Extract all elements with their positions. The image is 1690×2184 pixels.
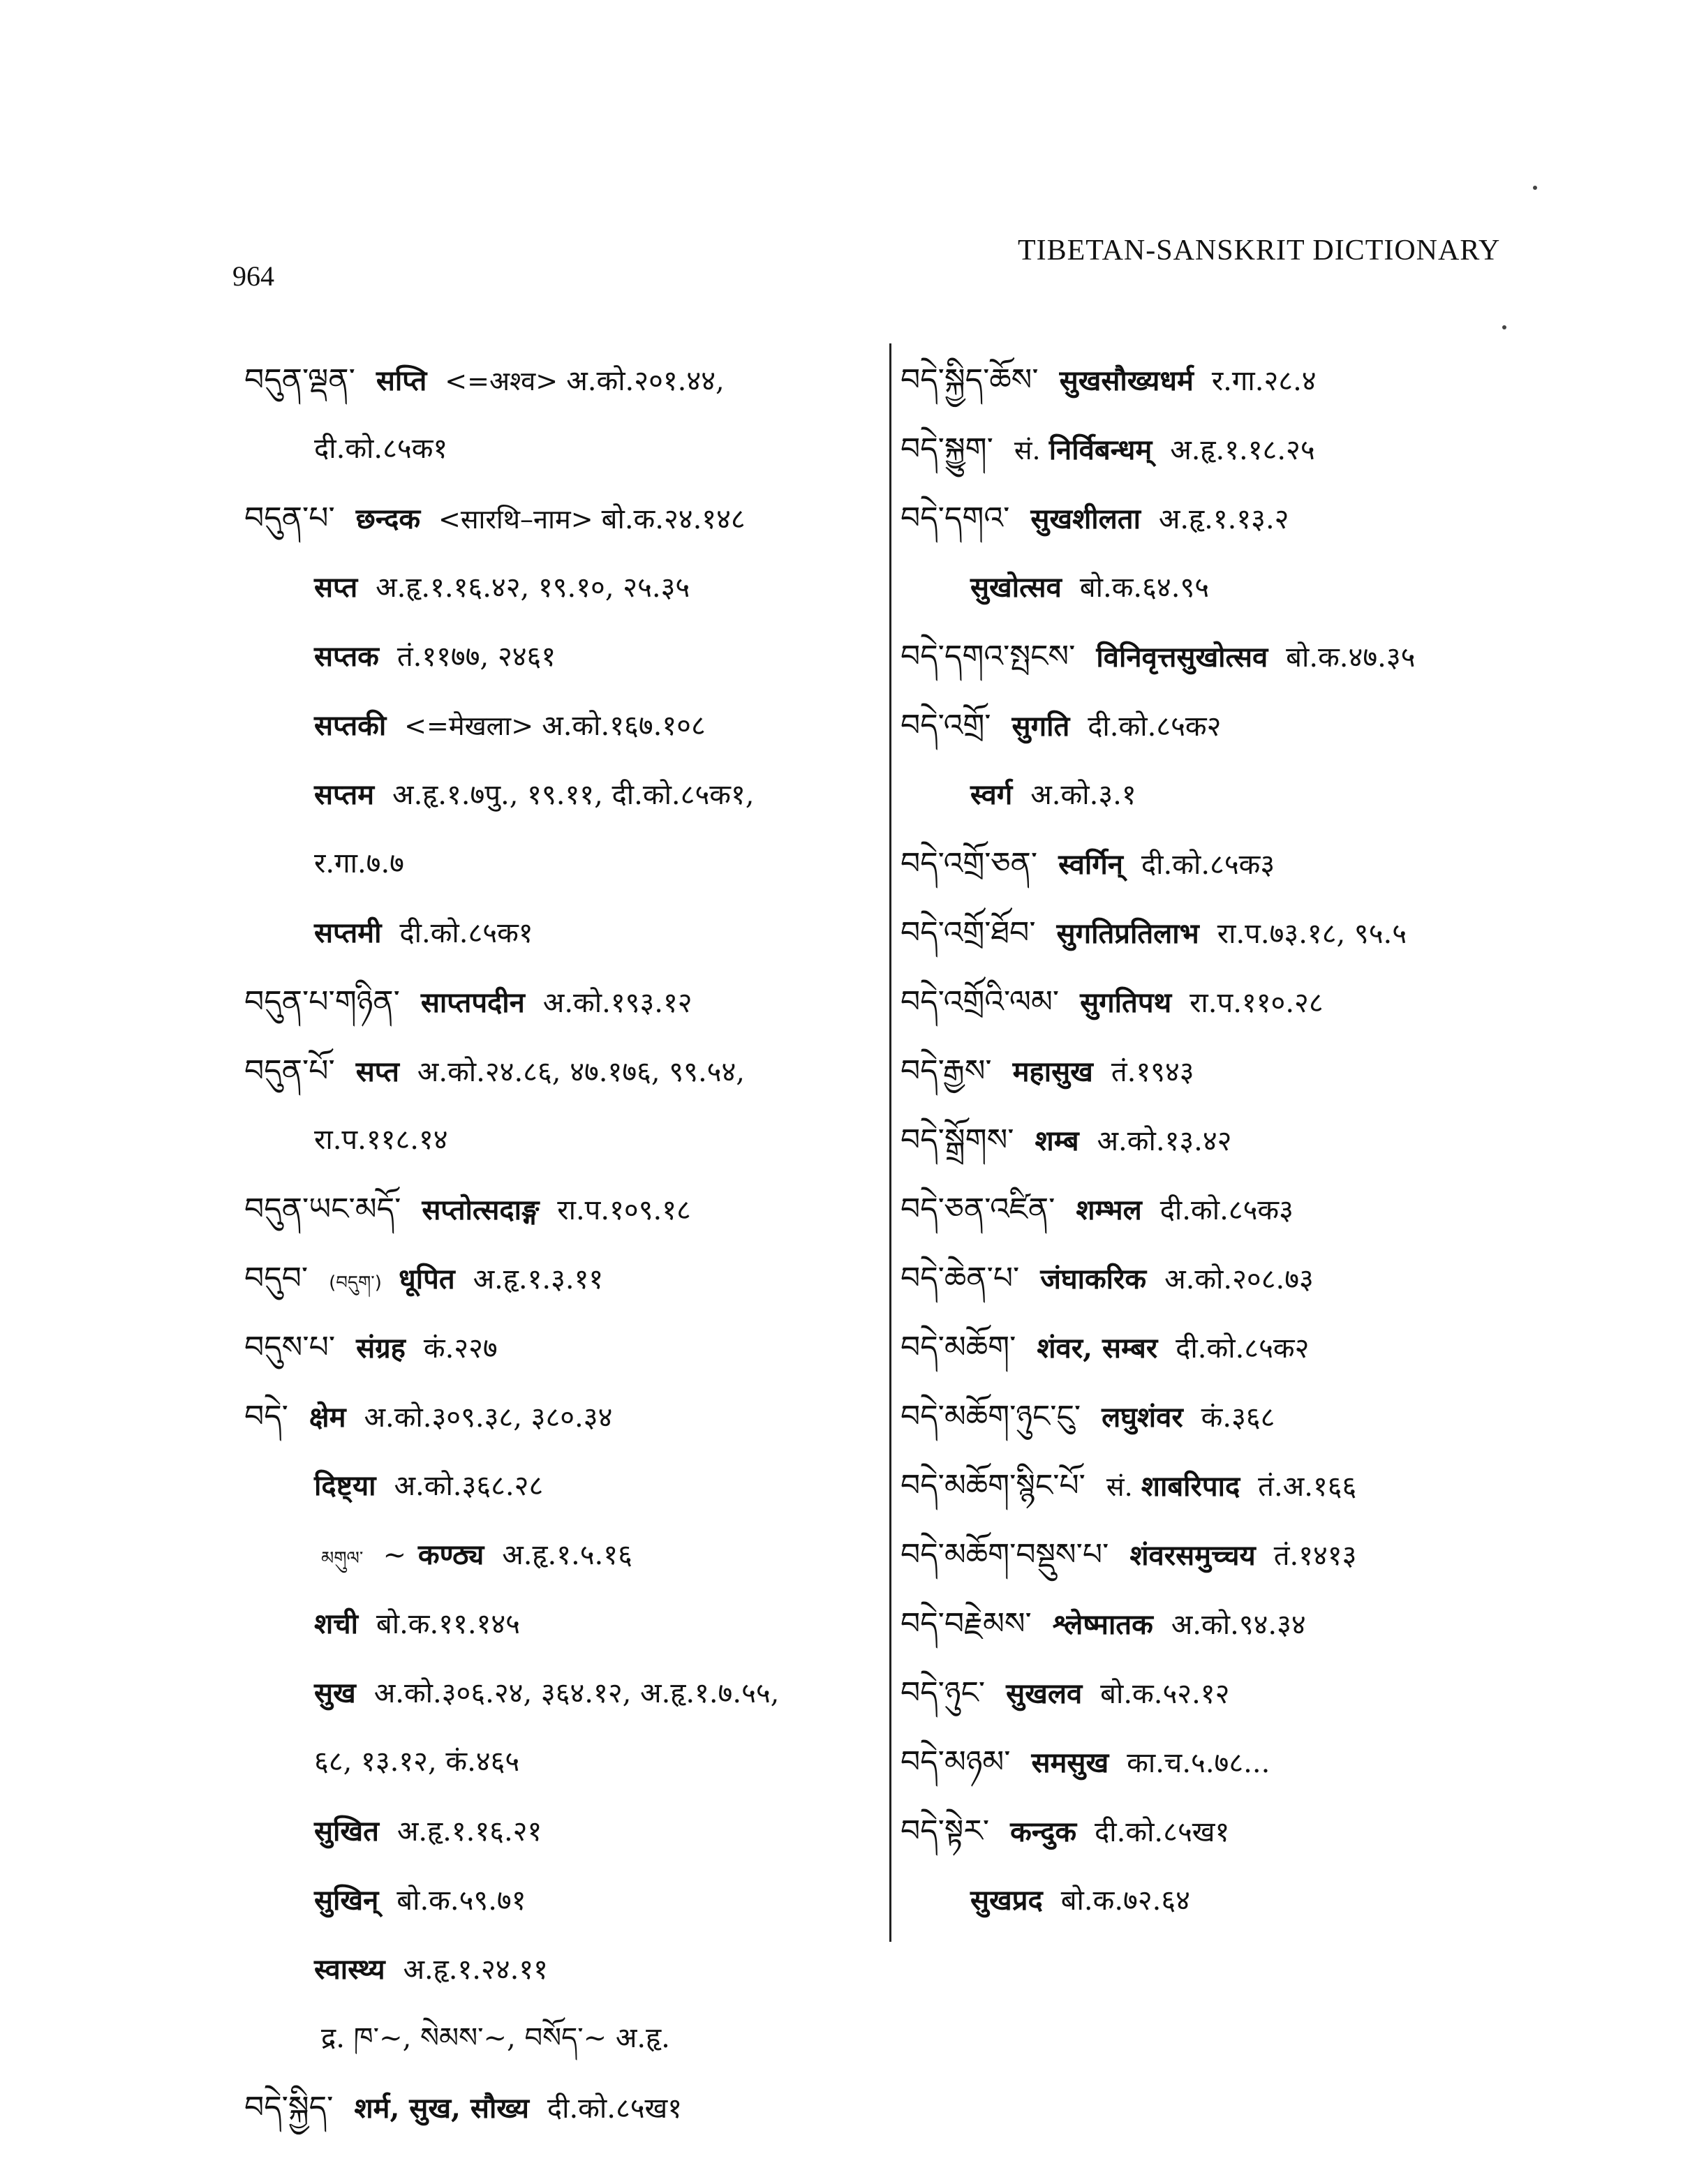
tibetan-headword: བདེ་སྒྲོགས་ (900, 1122, 1024, 1158)
dictionary-line (244, 967, 873, 1037)
sanskrit-equivalent: संग्रह (356, 1332, 415, 1365)
source-reference: अ.को.१९३.१२ (542, 987, 692, 1019)
source-reference: कं.२२७ (423, 1332, 498, 1365)
sanskrit-equivalent: साप्तपदीन (420, 986, 535, 1019)
sanskrit-equivalent: दिष्ट्या (314, 1469, 386, 1502)
source-reference: अ.को.२४.८६, ४७.१७६, ९९.५४, (417, 1056, 745, 1088)
source-reference: बो.क.६४.९५ (1079, 572, 1210, 604)
tibetan-headword: བདེ་སྟེར་ (900, 1813, 1000, 1849)
source-reference: दी.को.८५ख१ (1095, 1816, 1230, 1848)
sanskrit-equivalent: क्षेम (309, 1401, 356, 1434)
source-reference: का.च.५.७८... (1127, 1747, 1270, 1779)
source-reference: बो.क.११.१४५ (376, 1608, 520, 1640)
dictionary-line (244, 1451, 873, 1520)
sanskrit-equivalent: सप्तक (314, 640, 389, 673)
source-reference: दी.को.८५ख१ (547, 2093, 683, 2125)
source-reference: रा.प.७३.१८, ९५.५ (1217, 918, 1407, 950)
sanskrit-equivalent: सुखप्रद (970, 1884, 1053, 1917)
dictionary-line (900, 1313, 1529, 1382)
sanskrit-equivalent: छन्दक (355, 503, 430, 535)
tilde-mark: ~ (383, 1539, 415, 1571)
gloss-note: <=मेखला> (404, 711, 542, 741)
source-reference: रा.प.११०.२८ (1189, 987, 1324, 1019)
dictionary-line (900, 1175, 1529, 1244)
tibetan-headword: བདེ་དགའ་ (900, 500, 1020, 536)
sanskrit-equivalent: शंवर, सम्बर (1037, 1332, 1168, 1365)
sanskrit-equivalent: सप्त (355, 1055, 409, 1088)
tibetan-headword: བདེ་འགྲོའི་ལམ་ (900, 984, 1069, 1020)
source-reference: तं.१९४३ (1111, 1056, 1194, 1088)
source-reference: अ.को.१३.४२ (1097, 1125, 1232, 1157)
tibetan-headword: བདུས་པ་ (244, 1330, 346, 1365)
tibetan-prefix: (བདུག་) (329, 1272, 388, 1293)
sanskrit-equivalent: स्वर्ग (970, 778, 1023, 811)
dictionary-line (900, 1037, 1529, 1106)
source-reference: तं.अ.१६६ (1258, 1471, 1357, 1503)
dictionary-line (244, 553, 873, 622)
dictionary-line (900, 622, 1529, 691)
sanskrit-equivalent: शची (314, 1607, 368, 1640)
dictionary-line (900, 967, 1529, 1037)
source-reference: बो.क.५९.७१ (396, 1885, 526, 1917)
source-reference: बो.क.२४.१४८ (601, 503, 746, 535)
sanskrit-equivalent: जंघाकरिक (1040, 1263, 1157, 1295)
tibetan-headword: བདེ་སྐྱིད་ (244, 2090, 343, 2125)
sanskrit-prefix: सं. (1106, 1471, 1141, 1502)
sanskrit-equivalent: लघुशंवर (1102, 1401, 1193, 1434)
gloss-note: <=अश्व> (445, 366, 567, 396)
source-reference: तं.११७७, २४६१ (396, 641, 556, 673)
sanskrit-equivalent: निर्विबन्धम् (1048, 433, 1162, 466)
source-reference: अ.हृ.१.३.११ (473, 1263, 604, 1295)
dictionary-line (244, 898, 873, 967)
source-reference: कं.३६८ (1201, 1402, 1275, 1434)
dictionary-line (244, 1658, 873, 1728)
dictionary-line (900, 484, 1529, 553)
dictionary-line (900, 553, 1529, 622)
sanskrit-equivalent: सप्तोत्सदाङ्ग (422, 1194, 549, 1226)
tibetan-headword: བདེ་ཉུང་ (900, 1675, 995, 1711)
gloss-note: <सारथि–नाम> (438, 504, 602, 535)
dictionary-line (244, 2073, 873, 2142)
dictionary-line (244, 622, 873, 691)
dictionary-line (244, 2004, 873, 2073)
source-reference: अ.को.२०१.४४, (566, 365, 725, 397)
tibetan-headword: བདེ་མཆོག་སྙིང་པོ་ (900, 1468, 1095, 1503)
sanskrit-equivalent: महासुख (1012, 1055, 1103, 1088)
sanskrit-equivalent: शंवरसमुच्चय (1129, 1539, 1266, 1572)
dictionary-line (244, 415, 873, 484)
right-column (900, 346, 1529, 1935)
source-reference: बो.क.४७.३५ (1286, 641, 1416, 674)
source-reference: दी.को.८५क२ (1176, 1332, 1310, 1365)
dictionary-line (244, 1935, 873, 2004)
tibetan-headword: བདེ་མཆོག་ཉུང་ངུ་ (900, 1399, 1091, 1434)
tibetan-headword: བདེ་བརྗེམས་ (900, 1606, 1042, 1642)
dictionary-line (900, 415, 1529, 484)
dictionary-line (900, 1451, 1529, 1520)
dictionary-line (244, 484, 873, 553)
source-reference: अ.हृ.१.१६.४२, १९.१०, २५.३५ (376, 572, 690, 604)
source-reference: बो.क.७२.६४ (1060, 1885, 1190, 1917)
source-reference: अ.हृ.१.१३.२ (1158, 503, 1289, 535)
sanskrit-equivalent: सप्तमी (314, 916, 392, 949)
dictionary-line (244, 1244, 873, 1313)
source-reference: अ.को.३०९.३८, ३८०.३४ (364, 1402, 613, 1434)
source-reference: ६८, १३.१२, कं.४६५ (314, 1746, 520, 1778)
source-reference: अ.को.३०६.२४, ३६४.१२, अ.हृ.१.७.५५, (373, 1677, 780, 1709)
dictionary-line (244, 1520, 873, 1589)
source-reference: अ.को.३.१ (1030, 779, 1136, 811)
source-reference: अ.को.२०८.७३ (1164, 1263, 1314, 1295)
dictionary-line (244, 1106, 873, 1175)
sanskrit-equivalent: कन्दुक (1010, 1815, 1087, 1848)
source-reference: तं.१४१३ (1273, 1540, 1357, 1572)
source-reference: र.गा.२८.४ (1211, 365, 1317, 397)
sanskrit-equivalent: सुगति (1011, 710, 1080, 743)
dictionary-line (900, 1589, 1529, 1658)
sanskrit-equivalent: श्लेष्मातक (1052, 1608, 1163, 1641)
speck-mark (1502, 325, 1506, 329)
tibetan-headword: བདུན་པ་གཉིན་ (244, 984, 410, 1020)
source-reference: दी.को.८५क१ (314, 433, 448, 465)
tibetan-headword: བདུན་པོ་ (244, 1053, 345, 1089)
sanskrit-equivalent: सप्तकी (314, 709, 396, 742)
dictionary-line (244, 829, 873, 898)
dictionary-line (244, 1037, 873, 1106)
sanskrit-equivalent: सुगतिप्रतिलाभ (1056, 917, 1209, 950)
sanskrit-equivalent: सुखसौख्यधर्म (1059, 364, 1203, 397)
dictionary-line (900, 1382, 1529, 1451)
dictionary-line (900, 346, 1529, 415)
dictionary-line (244, 1797, 873, 1866)
source-reference: अ.हृ.१.१८.२५ (1170, 434, 1315, 466)
tibetan-headword: བདུན་ལྡན་ (244, 362, 365, 398)
sanskrit-equivalent: सुखलव (1006, 1677, 1092, 1710)
tibetan-headword: བདེ་སྐྱིད་ཆོས་ (900, 362, 1048, 398)
dictionary-line (900, 1106, 1529, 1175)
source-reference: अ.हृ.१.५.१६ (502, 1539, 632, 1571)
dictionary-line (244, 1313, 873, 1382)
tibetan-prefix: མགུལ་ (321, 1548, 369, 1569)
dictionary-line (900, 1866, 1529, 1935)
source-reference: रा.प.११८.१४ (314, 1124, 448, 1156)
tibetan-headword: བདེ་ཅན་འཛིན་ (900, 1191, 1065, 1227)
tibetan-headword: བདེ་མཆོག་ (900, 1330, 1026, 1365)
running-head: TIBETAN-SANSKRIT DICTIONARY (1018, 235, 1501, 267)
cross-reference: द्र. ཁ་~, སེམས་~, བསོད་~ अ.हृ. (321, 2022, 670, 2054)
tibetan-headword: བདེ་རྒྱས་ (900, 1053, 1002, 1089)
sanskrit-equivalent: स्वर्गिन् (1058, 848, 1133, 881)
tibetan-headword: བདུན་པ་ (244, 500, 345, 536)
sanskrit-equivalent: कण्ठ्य (417, 1538, 494, 1571)
sanskrit-equivalent: सुखिन् (314, 1884, 389, 1917)
source-reference: र.गा.७.७ (314, 847, 404, 879)
column-divider (889, 343, 891, 1942)
tibetan-headword: བདུབ་ (244, 1261, 318, 1296)
sanskrit-prefix: सं. (1014, 435, 1049, 466)
dictionary-line (244, 1728, 873, 1797)
speck-mark (1533, 186, 1537, 190)
dictionary-line (244, 346, 873, 415)
source-reference: दी.को.८५क३ (1141, 849, 1275, 881)
source-reference: अ.हृ.१.७पु., १९.११, दी.को.८५क१, (392, 779, 755, 811)
tibetan-headword: བདེ་དགའ་སྤངས་ (900, 639, 1085, 674)
sanskrit-equivalent: शर्म, सुख, सौख्य (354, 2092, 539, 2125)
dictionary-line (900, 1520, 1529, 1589)
dictionary-line (900, 1244, 1529, 1313)
dictionary-line (244, 1866, 873, 1935)
sanskrit-equivalent: शम्भल (1076, 1194, 1152, 1226)
source-reference: अ.को.१६७.१०८ (542, 710, 706, 742)
tibetan-headword: བདེ་མཉམ་ (900, 1744, 1021, 1780)
source-reference: अ.हृ.१.२४.११ (403, 1954, 548, 1986)
source-reference: अ.हृ.१.१६.२१ (396, 1815, 542, 1848)
sanskrit-equivalent: सप्ति (376, 364, 437, 397)
dictionary-line (244, 691, 873, 760)
dictionary-line (900, 1658, 1529, 1728)
tibetan-headword: བདེ་འགྲོ་ (900, 708, 1001, 743)
source-reference: अ.को.९४.३४ (1171, 1609, 1306, 1641)
sanskrit-equivalent: शम्ब (1035, 1124, 1089, 1157)
dictionary-line (244, 1382, 873, 1451)
sanskrit-equivalent: विनिवृत्तसुखोत्सव (1096, 641, 1278, 674)
tibetan-headword: བདེ་འགྲོ་ཅན་ (900, 846, 1048, 882)
sanskrit-equivalent: सुखोत्सव (970, 571, 1072, 604)
source-reference: दी.को.८५क१ (399, 917, 533, 949)
source-reference: रा.प.१०९.१८ (557, 1194, 691, 1226)
dictionary-line (900, 691, 1529, 760)
sanskrit-equivalent: स्वास्थ्य (314, 1953, 395, 1986)
sanskrit-equivalent: सुख (314, 1677, 366, 1709)
left-column (244, 346, 873, 2142)
tibetan-headword: བདུན་ཡང་མདོ་ (244, 1191, 411, 1227)
sanskrit-equivalent: सुगतिपथ (1080, 986, 1182, 1019)
source-reference: दी.को.८५क२ (1088, 711, 1222, 743)
tibetan-headword: བདེ་འགྲོ་ཐོབ་ (900, 915, 1046, 951)
dictionary-line (900, 898, 1529, 967)
source-reference: अ.को.३६८.२८ (394, 1470, 544, 1502)
dictionary-line (900, 1797, 1529, 1866)
source-reference: बो.क.५२.१२ (1100, 1678, 1230, 1710)
sanskrit-equivalent: शाबरिपाद (1141, 1470, 1250, 1503)
dictionary-line (900, 760, 1529, 829)
dictionary-line (900, 1728, 1529, 1797)
tibetan-headword: བདེ་ཆེན་པ་ (900, 1261, 1030, 1296)
sanskrit-equivalent: धूपित (399, 1263, 465, 1295)
sanskrit-equivalent: सप्तम (314, 778, 385, 811)
dictionary-line (244, 1589, 873, 1658)
dictionary-line (900, 829, 1529, 898)
source-reference: दी.को.८५क३ (1159, 1194, 1294, 1226)
tibetan-headword: བདེ་མཆོག་བསྡུས་པ་ (900, 1537, 1119, 1573)
sanskrit-equivalent: सप्त (314, 571, 368, 604)
sanskrit-equivalent: सुखित (314, 1815, 389, 1848)
sanskrit-equivalent: समसुख (1031, 1746, 1119, 1779)
tibetan-headword: བདེ་སྐྱུག་ (900, 431, 1003, 467)
sanskrit-equivalent: सुखशीलता (1030, 503, 1150, 535)
tibetan-headword: བདེ་ (244, 1399, 298, 1434)
dictionary-line (244, 760, 873, 829)
dictionary-line (244, 1175, 873, 1244)
page-number: 964 (232, 260, 274, 292)
